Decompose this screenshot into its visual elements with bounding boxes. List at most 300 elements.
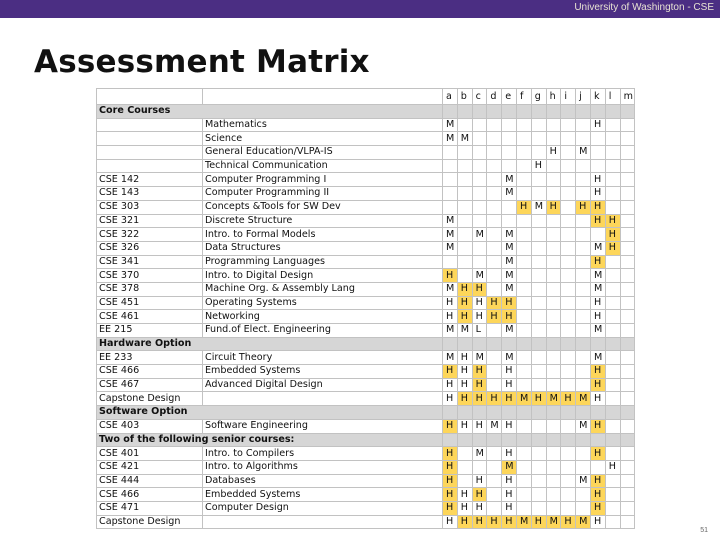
matrix-cell-g: [531, 173, 546, 187]
matrix-cell-e: M: [502, 351, 517, 365]
matrix-cell-f: [516, 296, 531, 310]
section-fill-cell: [502, 433, 517, 447]
matrix-cell-h: [546, 378, 561, 392]
matrix-cell-l: [605, 282, 620, 296]
matrix-cell-g: [531, 255, 546, 269]
matrix-cell-b: [457, 228, 472, 242]
matrix-cell-e: M: [502, 324, 517, 338]
matrix-cell-d: [487, 282, 502, 296]
section-fill-cell: [590, 406, 605, 420]
matrix-cell-c: H: [472, 474, 487, 488]
matrix-cell-f: [516, 187, 531, 201]
matrix-cell-l: [605, 132, 620, 146]
matrix-cell-e: M: [502, 228, 517, 242]
section-fill-cell: [590, 337, 605, 351]
table-row: [97, 255, 635, 269]
matrix-cell-j: [576, 488, 591, 502]
course-code-cell: CSE 461: [97, 310, 203, 324]
matrix-cell-a: M: [443, 214, 458, 228]
course-code-cell: CSE 143: [97, 187, 203, 201]
matrix-cell-d: [487, 488, 502, 502]
course-name-cell: Computer Programming II: [203, 187, 443, 201]
matrix-cell-g: [531, 419, 546, 433]
matrix-cell-a: H: [443, 378, 458, 392]
matrix-cell-b: M: [457, 324, 472, 338]
matrix-cell-c: H: [472, 488, 487, 502]
matrix-cell-b: [457, 187, 472, 201]
matrix-cell-m: [620, 310, 635, 324]
matrix-cell-b: [457, 474, 472, 488]
matrix-cell-f: [516, 501, 531, 515]
matrix-cell-a: M: [443, 324, 458, 338]
matrix-cell-h: H: [546, 146, 561, 160]
matrix-cell-f: [516, 173, 531, 187]
matrix-cell-e: H: [502, 378, 517, 392]
matrix-cell-f: [516, 488, 531, 502]
matrix-cell-j: [576, 269, 591, 283]
matrix-cell-f: [516, 474, 531, 488]
table-row: [97, 488, 635, 502]
table-row: [97, 282, 635, 296]
table-row: [97, 214, 635, 228]
matrix-cell-d: H: [487, 296, 502, 310]
matrix-cell-f: [516, 447, 531, 461]
table-row: [97, 200, 635, 214]
matrix-cell-m: [620, 351, 635, 365]
matrix-cell-f: [516, 365, 531, 379]
matrix-cell-j: M: [576, 515, 591, 529]
course-name-cell: Data Structures: [203, 241, 443, 255]
matrix-cell-h: [546, 187, 561, 201]
matrix-cell-l: [605, 269, 620, 283]
matrix-cell-j: [576, 296, 591, 310]
column-header-l: l: [605, 89, 620, 105]
table-row: [97, 269, 635, 283]
section-fill-cell: [487, 105, 502, 119]
matrix-cell-m: [620, 460, 635, 474]
matrix-cell-i: [561, 365, 576, 379]
matrix-cell-h: [546, 269, 561, 283]
matrix-cell-a: [443, 255, 458, 269]
matrix-cell-m: [620, 187, 635, 201]
matrix-cell-i: [561, 324, 576, 338]
matrix-cell-l: [605, 118, 620, 132]
matrix-cell-k: M: [590, 269, 605, 283]
matrix-cell-h: [546, 173, 561, 187]
matrix-cell-e: M: [502, 173, 517, 187]
matrix-cell-m: [620, 282, 635, 296]
matrix-cell-i: [561, 173, 576, 187]
table-row: [97, 187, 635, 201]
matrix-cell-m: [620, 146, 635, 160]
matrix-cell-e: [502, 214, 517, 228]
matrix-cell-i: [561, 159, 576, 173]
matrix-cell-a: H: [443, 296, 458, 310]
matrix-cell-e: M: [502, 255, 517, 269]
matrix-cell-f: [516, 132, 531, 146]
matrix-cell-c: L: [472, 324, 487, 338]
matrix-cell-h: [546, 255, 561, 269]
header-blank-cell: [203, 89, 443, 105]
column-header-m: m: [620, 89, 635, 105]
matrix-cell-e: [502, 146, 517, 160]
matrix-cell-h: M: [546, 392, 561, 406]
matrix-cell-l: [605, 146, 620, 160]
section-fill-cell: [457, 433, 472, 447]
section-fill-cell: [502, 406, 517, 420]
matrix-cell-i: [561, 488, 576, 502]
matrix-cell-d: [487, 200, 502, 214]
matrix-cell-h: [546, 159, 561, 173]
matrix-cell-g: [531, 241, 546, 255]
matrix-cell-m: [620, 419, 635, 433]
section-fill-cell: [590, 105, 605, 119]
section-fill-cell: [472, 406, 487, 420]
course-code-cell: CSE 370: [97, 269, 203, 283]
matrix-cell-e: H: [502, 392, 517, 406]
matrix-cell-c: [472, 132, 487, 146]
matrix-cell-l: H: [605, 460, 620, 474]
matrix-cell-m: [620, 200, 635, 214]
matrix-cell-i: [561, 146, 576, 160]
matrix-cell-c: H: [472, 296, 487, 310]
section-fill-cell: [472, 433, 487, 447]
course-name-cell: Discrete Structure: [203, 214, 443, 228]
matrix-cell-c: [472, 200, 487, 214]
course-code-cell: CSE 466: [97, 365, 203, 379]
matrix-cell-i: [561, 255, 576, 269]
matrix-cell-f: [516, 214, 531, 228]
matrix-cell-d: [487, 159, 502, 173]
matrix-cell-g: M: [531, 200, 546, 214]
section-fill-cell: [576, 337, 591, 351]
matrix-cell-k: H: [590, 392, 605, 406]
section-fill-cell: [487, 433, 502, 447]
matrix-cell-c: [472, 173, 487, 187]
matrix-cell-l: [605, 474, 620, 488]
matrix-cell-f: [516, 378, 531, 392]
course-code-cell: [97, 118, 203, 132]
table-row: [97, 460, 635, 474]
matrix-cell-i: [561, 187, 576, 201]
matrix-cell-b: [457, 214, 472, 228]
header-brand: University of Washington - CSE: [574, 2, 714, 13]
matrix-cell-a: H: [443, 474, 458, 488]
course-name-cell: Embedded Systems: [203, 488, 443, 502]
matrix-cell-m: [620, 324, 635, 338]
matrix-cell-a: M: [443, 282, 458, 296]
section-fill-cell: [457, 406, 472, 420]
course-name-cell: Intro. to Compilers: [203, 447, 443, 461]
course-code-cell: CSE 321: [97, 214, 203, 228]
course-name-cell: Intro. to Formal Models: [203, 228, 443, 242]
column-header-k: k: [590, 89, 605, 105]
matrix-cell-i: [561, 310, 576, 324]
table-row: [97, 447, 635, 461]
matrix-cell-l: H: [605, 228, 620, 242]
matrix-cell-e: H: [502, 501, 517, 515]
section-fill-cell: [516, 105, 531, 119]
section-fill-cell: [620, 433, 635, 447]
table-row: [97, 241, 635, 255]
section-row: [97, 337, 635, 351]
matrix-cell-e: M: [502, 282, 517, 296]
matrix-cell-b: [457, 159, 472, 173]
section-fill-cell: [516, 337, 531, 351]
matrix-cell-g: [531, 187, 546, 201]
course-name-cell: Intro. to Digital Design: [203, 269, 443, 283]
matrix-cell-e: [502, 200, 517, 214]
table-row: [97, 474, 635, 488]
matrix-cell-j: [576, 214, 591, 228]
matrix-cell-k: H: [590, 488, 605, 502]
section-fill-cell: [531, 105, 546, 119]
matrix-cell-d: [487, 378, 502, 392]
section-fill-cell: [531, 406, 546, 420]
course-code-cell: CSE 444: [97, 474, 203, 488]
matrix-cell-k: H: [590, 214, 605, 228]
matrix-cell-l: [605, 173, 620, 187]
matrix-cell-c: [472, 118, 487, 132]
course-name-cell: Operating Systems: [203, 296, 443, 310]
header-bar: [0, 0, 720, 18]
course-code-cell: CSE 467: [97, 378, 203, 392]
section-label: Two of the following senior courses:: [97, 433, 443, 447]
column-header-c: c: [472, 89, 487, 105]
matrix-cell-a: H: [443, 488, 458, 502]
matrix-cell-d: [487, 146, 502, 160]
matrix-cell-m: [620, 296, 635, 310]
matrix-cell-j: [576, 447, 591, 461]
section-row: [97, 105, 635, 119]
matrix-cell-k: H: [590, 447, 605, 461]
matrix-cell-b: [457, 447, 472, 461]
matrix-cell-f: [516, 269, 531, 283]
matrix-cell-d: H: [487, 310, 502, 324]
matrix-cell-i: [561, 474, 576, 488]
matrix-cell-h: [546, 296, 561, 310]
course-name-cell: Technical Communication: [203, 159, 443, 173]
matrix-cell-i: [561, 460, 576, 474]
section-label: Hardware Option: [97, 337, 443, 351]
section-fill-cell: [516, 406, 531, 420]
matrix-cell-k: H: [590, 310, 605, 324]
matrix-cell-l: H: [605, 214, 620, 228]
matrix-cell-g: [531, 214, 546, 228]
matrix-cell-h: [546, 282, 561, 296]
matrix-cell-d: [487, 241, 502, 255]
matrix-cell-d: [487, 132, 502, 146]
matrix-cell-g: [531, 310, 546, 324]
matrix-cell-c: M: [472, 447, 487, 461]
matrix-cell-l: [605, 296, 620, 310]
section-row: [97, 433, 635, 447]
matrix-cell-j: [576, 187, 591, 201]
matrix-cell-b: H: [457, 296, 472, 310]
matrix-cell-c: H: [472, 515, 487, 529]
section-fill-cell: [531, 337, 546, 351]
matrix-cell-h: [546, 501, 561, 515]
matrix-cell-g: [531, 228, 546, 242]
course-code-cell: Capstone Design: [97, 515, 203, 529]
section-fill-cell: [457, 337, 472, 351]
matrix-cell-b: [457, 146, 472, 160]
matrix-cell-j: [576, 132, 591, 146]
matrix-cell-e: M: [502, 241, 517, 255]
table-row: [97, 324, 635, 338]
matrix-cell-m: [620, 474, 635, 488]
table-row: [97, 501, 635, 515]
table-row: [97, 310, 635, 324]
matrix-cell-i: [561, 214, 576, 228]
matrix-cell-f: [516, 324, 531, 338]
matrix-cell-j: [576, 173, 591, 187]
matrix-cell-c: M: [472, 228, 487, 242]
matrix-cell-b: [457, 118, 472, 132]
course-name-cell: Machine Org. & Assembly Lang: [203, 282, 443, 296]
matrix-cell-j: [576, 118, 591, 132]
matrix-cell-b: H: [457, 488, 472, 502]
column-header-h: h: [546, 89, 561, 105]
matrix-cell-d: [487, 269, 502, 283]
matrix-cell-a: H: [443, 365, 458, 379]
course-code-cell: [97, 146, 203, 160]
matrix-cell-j: [576, 501, 591, 515]
course-name-cell: Software Engineering: [203, 419, 443, 433]
matrix-cell-j: [576, 460, 591, 474]
matrix-cell-m: [620, 488, 635, 502]
matrix-cell-b: [457, 255, 472, 269]
matrix-cell-k: M: [590, 351, 605, 365]
table-row: [97, 173, 635, 187]
course-code-cell: CSE 378: [97, 282, 203, 296]
matrix-cell-c: H: [472, 365, 487, 379]
matrix-cell-c: [472, 214, 487, 228]
page-title: Assessment Matrix: [34, 44, 370, 80]
matrix-cell-g: [531, 460, 546, 474]
section-fill-cell: [531, 433, 546, 447]
course-code-cell: CSE 471: [97, 501, 203, 515]
table-row: [97, 515, 635, 529]
matrix-header-row: [97, 89, 635, 105]
matrix-cell-c: H: [472, 310, 487, 324]
section-fill-cell: [561, 105, 576, 119]
matrix-cell-b: H: [457, 501, 472, 515]
course-code-cell: CSE 466: [97, 488, 203, 502]
matrix-cell-k: H: [590, 378, 605, 392]
matrix-cell-j: M: [576, 392, 591, 406]
matrix-cell-i: H: [561, 392, 576, 406]
section-fill-cell: [502, 337, 517, 351]
course-code-cell: EE 233: [97, 351, 203, 365]
matrix-cell-b: H: [457, 515, 472, 529]
matrix-cell-k: [590, 146, 605, 160]
matrix-cell-l: [605, 310, 620, 324]
matrix-cell-d: [487, 228, 502, 242]
matrix-cell-a: M: [443, 118, 458, 132]
matrix-cell-h: [546, 324, 561, 338]
matrix-cell-e: H: [502, 296, 517, 310]
course-code-cell: CSE 421: [97, 460, 203, 474]
matrix-cell-i: [561, 501, 576, 515]
section-fill-cell: [546, 105, 561, 119]
matrix-cell-g: [531, 351, 546, 365]
matrix-cell-a: M: [443, 241, 458, 255]
matrix-cell-d: H: [487, 515, 502, 529]
section-fill-cell: [620, 406, 635, 420]
matrix-cell-b: [457, 241, 472, 255]
course-code-cell: EE 215: [97, 324, 203, 338]
matrix-cell-d: M: [487, 419, 502, 433]
matrix-cell-j: [576, 351, 591, 365]
course-name-cell: Advanced Digital Design: [203, 378, 443, 392]
matrix-cell-g: H: [531, 392, 546, 406]
matrix-cell-k: H: [590, 200, 605, 214]
matrix-cell-a: H: [443, 269, 458, 283]
matrix-cell-l: [605, 419, 620, 433]
matrix-cell-h: [546, 310, 561, 324]
matrix-cell-c: H: [472, 501, 487, 515]
matrix-cell-j: [576, 255, 591, 269]
matrix-cell-a: H: [443, 419, 458, 433]
matrix-cell-k: [590, 460, 605, 474]
matrix-cell-b: H: [457, 419, 472, 433]
matrix-cell-a: H: [443, 447, 458, 461]
matrix-cell-d: [487, 460, 502, 474]
section-row: [97, 406, 635, 420]
matrix-cell-i: [561, 282, 576, 296]
matrix-cell-f: [516, 460, 531, 474]
matrix-cell-f: [516, 241, 531, 255]
matrix-cell-a: [443, 187, 458, 201]
matrix-cell-g: [531, 378, 546, 392]
section-fill-cell: [487, 406, 502, 420]
matrix-cell-k: H: [590, 118, 605, 132]
matrix-cell-j: [576, 159, 591, 173]
matrix-cell-f: [516, 282, 531, 296]
matrix-cell-c: [472, 241, 487, 255]
matrix-cell-b: M: [457, 132, 472, 146]
course-code-cell: [97, 159, 203, 173]
matrix-cell-j: M: [576, 419, 591, 433]
section-fill-cell: [590, 433, 605, 447]
section-fill-cell: [561, 337, 576, 351]
matrix-cell-h: [546, 419, 561, 433]
matrix-cell-c: H: [472, 419, 487, 433]
matrix-cell-a: H: [443, 392, 458, 406]
table-row: [97, 351, 635, 365]
section-fill-cell: [576, 406, 591, 420]
matrix-cell-d: [487, 351, 502, 365]
table-row: [97, 378, 635, 392]
course-code-cell: CSE 401: [97, 447, 203, 461]
matrix-cell-h: [546, 460, 561, 474]
matrix-cell-d: [487, 474, 502, 488]
matrix-cell-g: [531, 296, 546, 310]
matrix-cell-g: [531, 501, 546, 515]
matrix-cell-j: [576, 241, 591, 255]
matrix-cell-c: [472, 159, 487, 173]
matrix-cell-l: [605, 351, 620, 365]
matrix-cell-b: H: [457, 310, 472, 324]
matrix-cell-a: H: [443, 501, 458, 515]
matrix-cell-f: [516, 146, 531, 160]
section-fill-cell: [546, 406, 561, 420]
matrix-cell-l: [605, 501, 620, 515]
matrix-cell-k: H: [590, 419, 605, 433]
matrix-cell-j: [576, 324, 591, 338]
matrix-cell-f: [516, 419, 531, 433]
